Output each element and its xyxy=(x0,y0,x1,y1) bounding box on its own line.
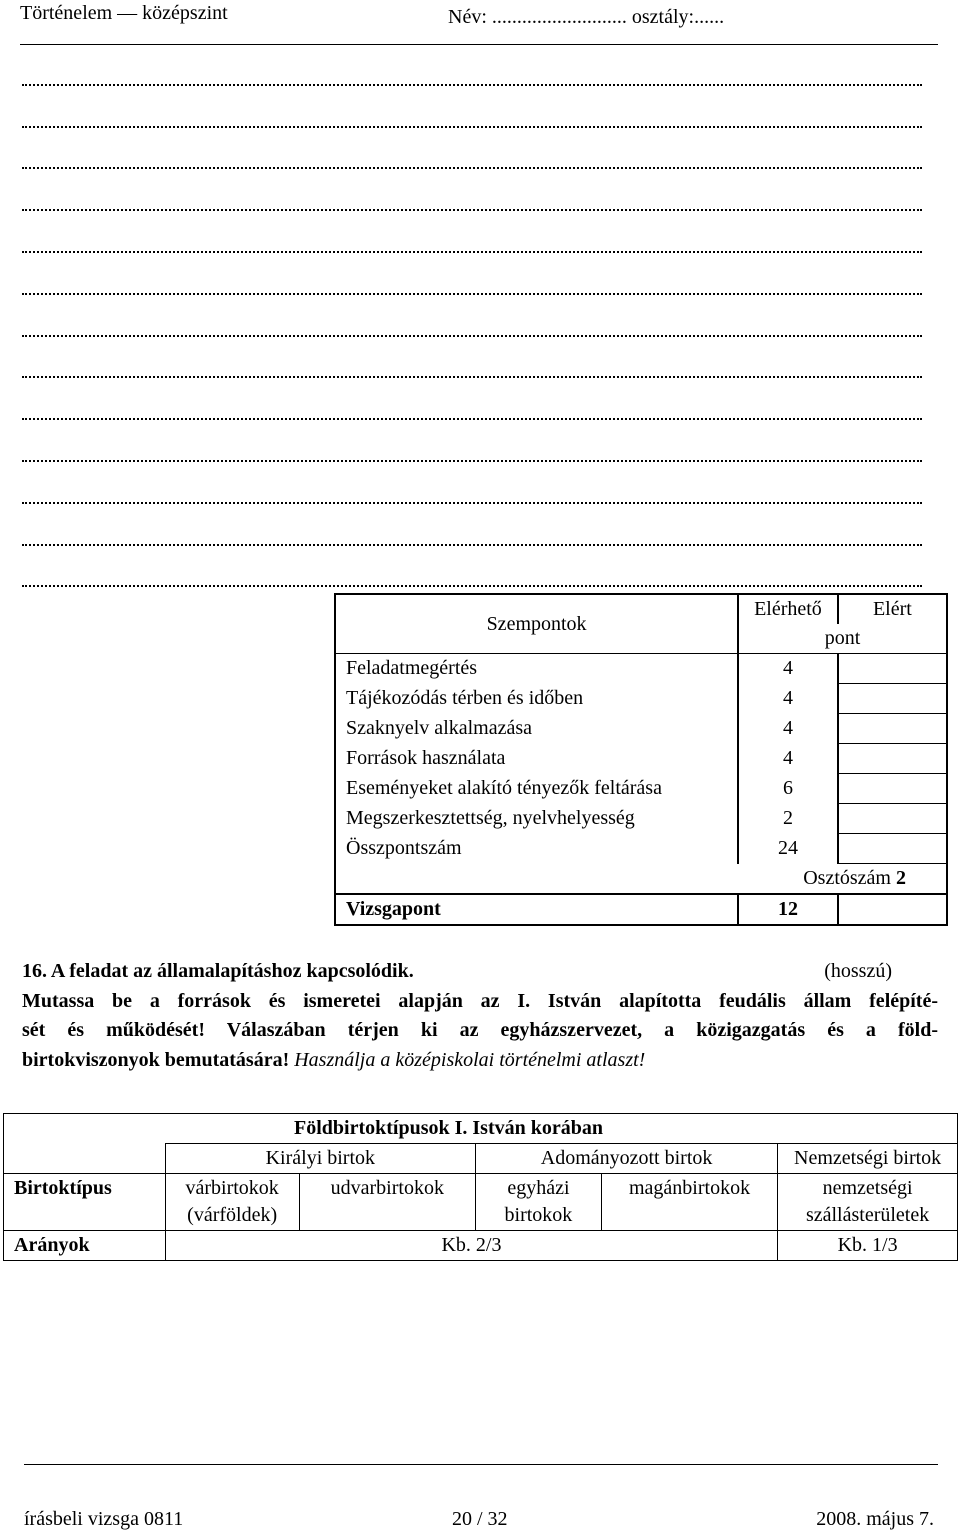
ratio-cell: Kb. 2/3 xyxy=(165,1231,778,1261)
exam-points: 12 xyxy=(738,894,838,925)
answer-line[interactable] xyxy=(22,177,922,219)
page-header xyxy=(20,0,938,46)
col-achieved: Elért xyxy=(838,594,947,624)
col-points: pont xyxy=(738,624,947,654)
answer-line[interactable] xyxy=(22,345,922,387)
type-cell: egyházi birtokok xyxy=(475,1174,601,1231)
col-available: Elérhető xyxy=(738,594,838,624)
criterion-label: Eseményeket alakító tényezők feltárása xyxy=(335,774,738,804)
task-line: Mutassa be a források és ismeretei alapján az I. István alapította feudális állam felépíté- xyxy=(22,989,938,1012)
task-line: sét és működését! Válaszában térjen ki az egyházszervezet, a közigazgatás és a föld- xyxy=(22,1019,938,1041)
task-instruction: Használja a középiskolai történelmi atlaszt! xyxy=(294,1048,646,1071)
criterion-label: Források használata xyxy=(335,744,738,774)
group-royal: Királyi birtok xyxy=(165,1144,475,1174)
answer-line[interactable] xyxy=(22,554,922,596)
task-line: birtokviszonyok bemutatására! xyxy=(22,1048,290,1071)
footer-rule xyxy=(24,1464,938,1465)
criterion-label: Szaknyelv alkalmazása xyxy=(335,714,738,744)
header-name-class: Név: ........................... osztály:...... xyxy=(448,6,725,28)
answer-lines xyxy=(22,52,922,595)
footer-date: 2008. május 7. xyxy=(816,1508,934,1530)
task-title: 16. A feladat az államalapításhoz kapcsolódik. xyxy=(22,960,414,982)
criterion-points: 4 xyxy=(782,717,793,739)
land-table-title: Földbirtoktípusok I. István korában xyxy=(294,1117,603,1139)
group-clan: Nemzetségi birtok xyxy=(778,1144,958,1174)
answer-line[interactable] xyxy=(22,219,922,261)
criterion-points: 2 xyxy=(782,807,793,829)
empty-cell xyxy=(4,1144,166,1174)
task-block xyxy=(22,957,938,1075)
criterion-label: Tájékozódás térben és időben xyxy=(335,684,738,714)
page-footer xyxy=(24,1464,938,1530)
footer-page: 20 / 32 xyxy=(452,1508,508,1530)
total-label: Összpontszám xyxy=(335,834,738,864)
exam-achieved[interactable] xyxy=(838,894,947,925)
task-title-line xyxy=(22,957,938,987)
criterion-achieved[interactable] xyxy=(838,774,947,804)
col-criteria: Szempontok xyxy=(335,594,738,654)
type-cell: várbirtokok (várföldek) xyxy=(165,1174,299,1231)
answer-line[interactable] xyxy=(22,386,922,428)
criterion-points: 4 xyxy=(782,657,793,680)
criterion-achieved[interactable] xyxy=(838,744,947,774)
exam-label: Vizsgapont xyxy=(335,894,738,925)
criterion-achieved[interactable] xyxy=(838,654,947,684)
divisor-row xyxy=(335,864,947,895)
criterion-label: Feladatmegértés xyxy=(335,654,738,684)
footer-exam: írásbeli vizsga 0811 xyxy=(24,1508,184,1530)
type-cell: udvarbirtokok xyxy=(299,1174,475,1231)
header-subject: Történelem — középszint xyxy=(20,2,228,24)
score-table xyxy=(334,593,948,926)
total-points: 24 xyxy=(777,837,798,859)
divisor-value: 2 xyxy=(896,867,906,889)
answer-line[interactable] xyxy=(22,52,922,94)
answer-line[interactable] xyxy=(22,303,922,345)
answer-line[interactable] xyxy=(22,136,922,178)
criterion-points: 6 xyxy=(782,777,793,799)
answer-line[interactable] xyxy=(22,261,922,303)
row-type-label: Birtoktípus xyxy=(4,1174,166,1231)
header-rule xyxy=(20,44,938,45)
answer-line[interactable] xyxy=(22,470,922,512)
divisor-label: Osztószám xyxy=(803,867,891,889)
criterion-achieved[interactable] xyxy=(838,714,947,744)
group-donated: Adományozott birtok xyxy=(475,1144,777,1174)
type-cell: magánbirtokok xyxy=(601,1174,777,1231)
answer-line[interactable] xyxy=(22,512,922,554)
criterion-achieved[interactable] xyxy=(838,684,947,714)
answer-line[interactable] xyxy=(22,94,922,136)
total-achieved[interactable] xyxy=(838,834,947,864)
task-line-last xyxy=(22,1046,938,1076)
ratio-cell: Kb. 1/3 xyxy=(778,1231,958,1261)
criterion-points: 4 xyxy=(782,747,793,769)
task-type: (hosszú) xyxy=(824,960,892,982)
type-cell: nemzetségi szállásterületek xyxy=(778,1174,958,1231)
criterion-points: 4 xyxy=(782,687,793,709)
criterion-achieved[interactable] xyxy=(838,804,947,834)
answer-line[interactable] xyxy=(22,428,922,470)
land-types-table xyxy=(3,1113,958,1261)
row-ratio-label: Arányok xyxy=(4,1231,166,1261)
criterion-label: Megszerkesztettség, nyelvhelyesség xyxy=(335,804,738,834)
